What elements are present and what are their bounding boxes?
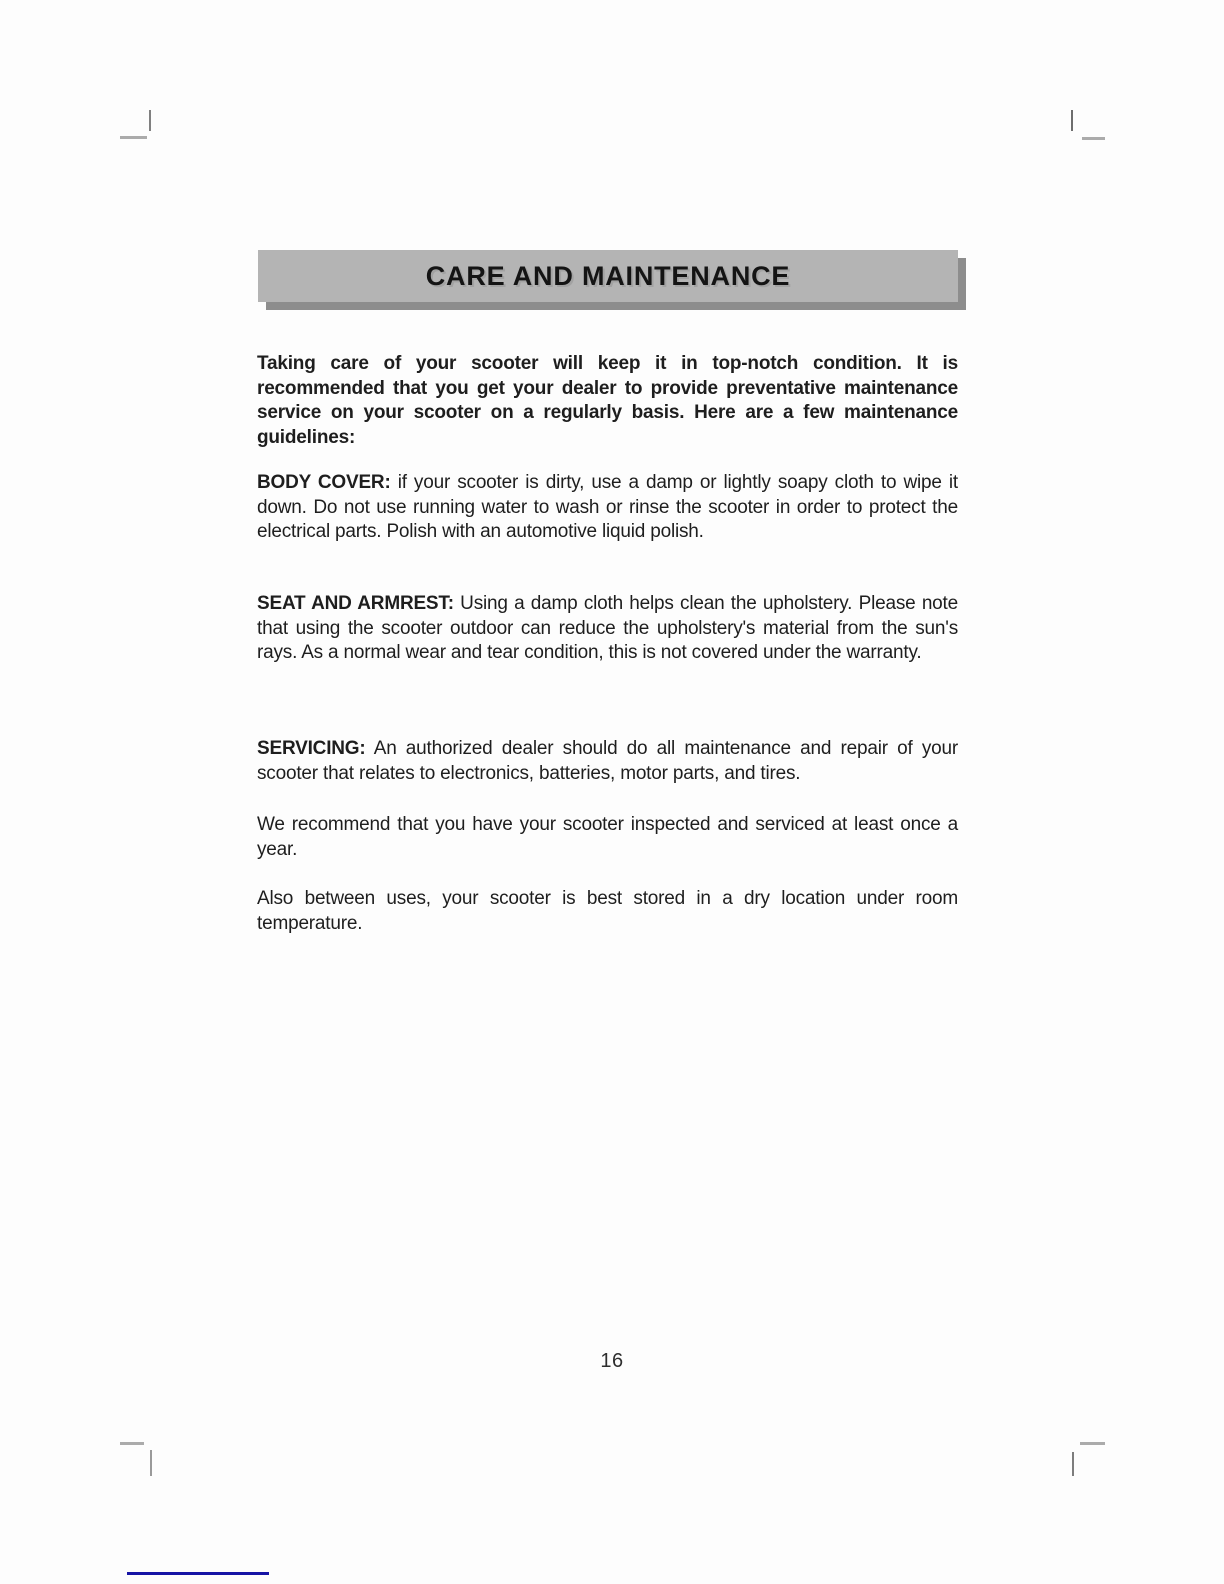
- paragraph-body-cover-text: if your scooter is dirty, use a damp or lightly soapy cloth to wipe it down. Do not use running water to wash or rinse the scooter in order to protect the electrical parts. Polish with an automotive liquid polish.: [257, 472, 958, 542]
- paragraph-recommend-text: We recommend that you have your scooter inspected and serviced at least once a year.: [257, 814, 958, 860]
- paragraph-servicing-lead: SERVICING:: [257, 738, 366, 759]
- crop-mark-top-right-vertical: [1071, 110, 1073, 131]
- crop-mark-bottom-right-horizontal: [1080, 1442, 1105, 1445]
- crop-mark-bottom-left-vertical: [150, 1450, 152, 1476]
- crop-mark-top-right-horizontal: [1082, 137, 1105, 140]
- paragraph-seat-armrest-lead: SEAT AND ARMREST:: [257, 593, 454, 614]
- paragraph-seat-armrest: [257, 592, 958, 666]
- crop-mark-bottom-left-horizontal: [120, 1442, 144, 1445]
- crop-mark-bottom-right-vertical: [1072, 1452, 1074, 1476]
- paragraph-servicing-text: An authorized dealer should do all maintenance and repair of your scooter that relates to electronics, batteries, motor parts, and tires.: [257, 738, 958, 784]
- crop-mark-top-left-vertical: [149, 110, 151, 131]
- paragraph-seat-armrest-text: Using a damp cloth helps clean the upholstery. Please note that using the scooter outdoor can reduce the upholstery's material from the sun's rays. As a normal wear and tear condition, this is not covered under the warranty.: [257, 593, 958, 663]
- section-header-bar: [258, 250, 958, 302]
- page-title: CARE AND MAINTENANCE: [425, 261, 791, 291]
- paragraph-recommend: [257, 813, 958, 862]
- paragraph-servicing: [257, 737, 958, 786]
- crop-mark-top-left-horizontal: [120, 136, 147, 139]
- bottom-blue-rule: [127, 1572, 269, 1575]
- paragraph-storage: [257, 887, 958, 936]
- paragraph-body-cover: [257, 471, 958, 545]
- paragraph-body-cover-lead: BODY COVER:: [257, 472, 391, 493]
- paragraph-intro: [257, 352, 958, 450]
- page-number: 16: [600, 1350, 624, 1372]
- paragraph-storage-text: Also between uses, your scooter is best stored in a dry location under room temperature.: [257, 888, 958, 934]
- paragraph-intro-text: Taking care of your scooter will keep it in top-notch condition. It is recommended that you get your dealer to provide preventative maintenance service on your scooter on a regularly basis. Here are a few maintenance guidelines:: [257, 353, 958, 448]
